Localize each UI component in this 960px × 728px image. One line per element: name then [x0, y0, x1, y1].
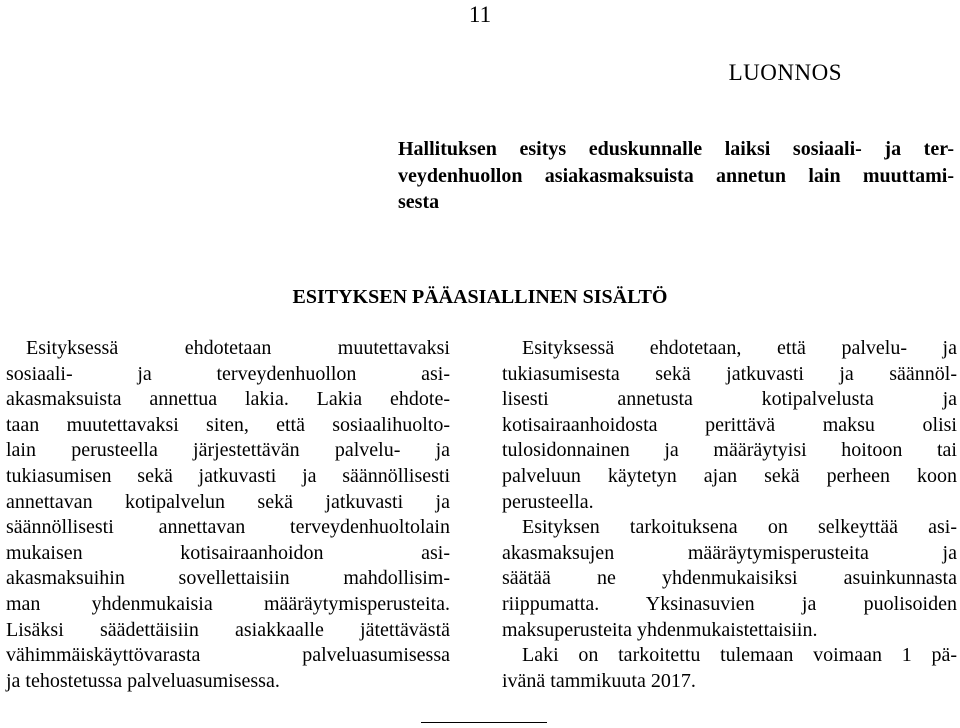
- text-line: Lisäksi säädettäisiin asiakkaalle jätettävästä: [6, 618, 450, 641]
- text-line: annettavan kotipalvelun sekä jatkuvasti ja: [6, 490, 450, 513]
- text-line: säätää ne yhdenmukaisiksi asuinkunnasta: [502, 567, 957, 590]
- text-line: riippumatta. Yksinasuvien ja puolisoiden: [502, 592, 957, 615]
- text-line: lisesti annetusta kotipalvelusta ja: [502, 388, 957, 411]
- title-line: veydenhuollon asiakasmaksuista annetun lain muuttami-: [398, 164, 954, 187]
- text-line: akasmaksuista annettua lakia. Lakia ehdote-: [6, 388, 450, 411]
- text-line: man yhdenmukaisia määräytymisperusteita.: [6, 592, 450, 615]
- document-title: [398, 136, 954, 216]
- text-line: taan muutettavaksi siten, että sosiaalihuolto-: [6, 413, 450, 436]
- text-line: palveluun käytetyn ajan sekä perheen koon: [502, 464, 957, 487]
- paragraph: [502, 515, 957, 643]
- text-line: Esityksessä ehdotetaan muutettavaksi: [26, 337, 450, 359]
- text-line: perusteella.: [502, 490, 594, 513]
- text-line: mukaisen kotisairaanhoidon asi-: [6, 541, 450, 564]
- text-line: kotisairaanhoidosta perittävä maksu olisi: [502, 413, 957, 436]
- title-line: Hallituksen esitys eduskunnalle laiksi sosiaali- ja ter-: [398, 138, 954, 160]
- title-line: sesta: [398, 191, 440, 213]
- text-line: tukiasumisen sekä jatkuvasti ja säännöllisesti: [6, 464, 450, 487]
- text-line: Esityksessä ehdotetaan, että palvelu- ja: [522, 337, 957, 359]
- draft-label: LUONNOS: [728, 60, 842, 85]
- paragraph: [502, 643, 957, 694]
- paragraph: [502, 336, 957, 515]
- page-number: 11: [468, 2, 492, 27]
- text-line: ivänä tammikuuta 2017.: [502, 669, 696, 692]
- text-line: akasmaksuihin sovellettaisiin mahdollisim-: [6, 567, 450, 590]
- section-heading: ESITYKSEN PÄÄASIALLINEN SISÄLTÖ: [292, 286, 668, 308]
- right-column: [502, 336, 957, 694]
- text-line: maksuperusteita yhdenmukaistettaisiin.: [502, 618, 818, 641]
- text-line: tukiasumisesta sekä jatkuvasti ja säännöl-: [502, 362, 957, 385]
- text-line: vähimmäiskäyttövarasta palveluasumisessa: [6, 644, 450, 667]
- left-column: [6, 336, 450, 694]
- text-line: ja tehostetussa palveluasumisessa.: [6, 669, 280, 692]
- text-line: Laki on tarkoitettu tulemaan voimaan 1 pä-: [522, 644, 957, 667]
- footnote-divider: [421, 722, 547, 723]
- paragraph: [6, 336, 450, 694]
- text-line: Esityksen tarkoituksena on selkeyttää asi-: [522, 516, 957, 539]
- text-line: tulosidonnainen ja määräytyisi hoitoon tai: [502, 439, 957, 462]
- text-line: lain perusteella järjestettävän palvelu- ja: [6, 439, 450, 462]
- text-line: säännöllisesti annettavan terveydenhuoltolain: [6, 516, 450, 539]
- text-line: sosiaali- ja terveydenhuollon asi-: [6, 362, 450, 385]
- text-line: akasmaksujen määräytymisperusteita ja: [502, 541, 957, 564]
